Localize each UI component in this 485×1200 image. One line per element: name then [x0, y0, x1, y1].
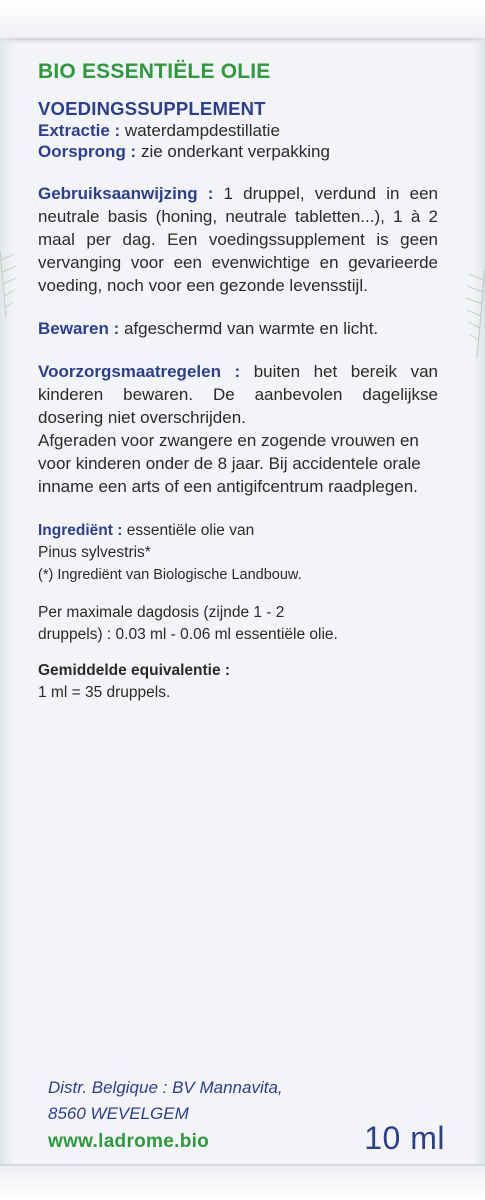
- box-left-shadow: [0, 38, 14, 1166]
- distributor-address: [48, 1075, 283, 1127]
- usage-paragraph: [38, 182, 438, 297]
- equivalence-block: [38, 660, 438, 704]
- ingredient-line-1: [38, 520, 438, 542]
- extraction-label: Extractie :: [38, 121, 121, 140]
- ingredient-block: [38, 520, 438, 586]
- storage-paragraph: [38, 317, 438, 340]
- usage-label: Gebruiksaanwijzing :: [38, 184, 214, 203]
- dosage-line-1: Per maximale dagdosis (zijnde 1 - 2: [38, 604, 285, 621]
- usage-text: 1 druppel, verdund in een neutrale basis (honing, neutrale tabletten...), 1 à 2 maal per dag. Een voedingssupplement is geen vervanging voor een evenwichtige en gevarieerde voeding, noch voor een gezonde levensstijl.: [38, 184, 438, 295]
- ingredient-note: (*) Ingrediënt van Biologische Landbouw.: [38, 567, 302, 583]
- extraction-row: [38, 120, 438, 141]
- precautions-paragraph: [38, 360, 438, 429]
- pine-branch-icon: [0, 250, 18, 320]
- origin-row: [38, 141, 438, 162]
- equivalence-label: Gemiddelde equivalentie :: [38, 662, 231, 679]
- extraction-value: waterdampdestillatie: [120, 121, 280, 140]
- precautions-text: buiten het bereik van kinderen bewaren. De aanbevolen dagelijkse dosering niet overschrijden.: [38, 362, 439, 427]
- origin-value: zie onderkant verpakking: [136, 142, 330, 161]
- box-bottom-edge: [0, 1164, 485, 1200]
- precautions-label: Voorzorgsmaatregelen :: [38, 362, 241, 381]
- distributor-line-1: Distr. Belgique : BV Mannavita,: [48, 1078, 283, 1097]
- box-right-shadow: [473, 38, 485, 1166]
- dosage-line-2: druppels) : 0.03 ml - 0.06 ml essentiële olie.: [38, 626, 338, 643]
- distributor-line-2: 8560 WEVELGEM: [48, 1104, 189, 1123]
- equivalence-value: 1 ml = 35 druppels.: [38, 684, 171, 701]
- product-title: BIO ESSENTIËLE OLIE: [38, 60, 271, 83]
- website-link: www.ladrome.bio: [48, 1131, 210, 1152]
- product-subtitle: VOEDINGSSUPPLEMENT: [38, 98, 266, 119]
- pine-branch-icon: [465, 270, 485, 360]
- label-content: [38, 60, 438, 704]
- storage-text: afgeschermd van warmte en licht.: [119, 319, 379, 338]
- storage-label: Bewaren :: [38, 319, 120, 338]
- precautions-paragraph-2: Afgeraden voor zwangere en zogende vrouwen en voor kinderen onder de 8 jaar. Bij accidentele orale inname een arts of een antigifcentrum raadplegen.: [38, 431, 421, 496]
- dosage-block: [38, 602, 438, 646]
- ingredient-text-1: essentiële olie van: [122, 522, 255, 539]
- volume-label: 10 ml: [364, 1120, 445, 1156]
- box-top-edge: [0, 0, 485, 40]
- ingredient-label: Ingrediënt :: [38, 522, 123, 539]
- ingredient-line-2: Pinus sylvestris*: [38, 544, 151, 561]
- origin-label: Oorsprong :: [38, 142, 137, 161]
